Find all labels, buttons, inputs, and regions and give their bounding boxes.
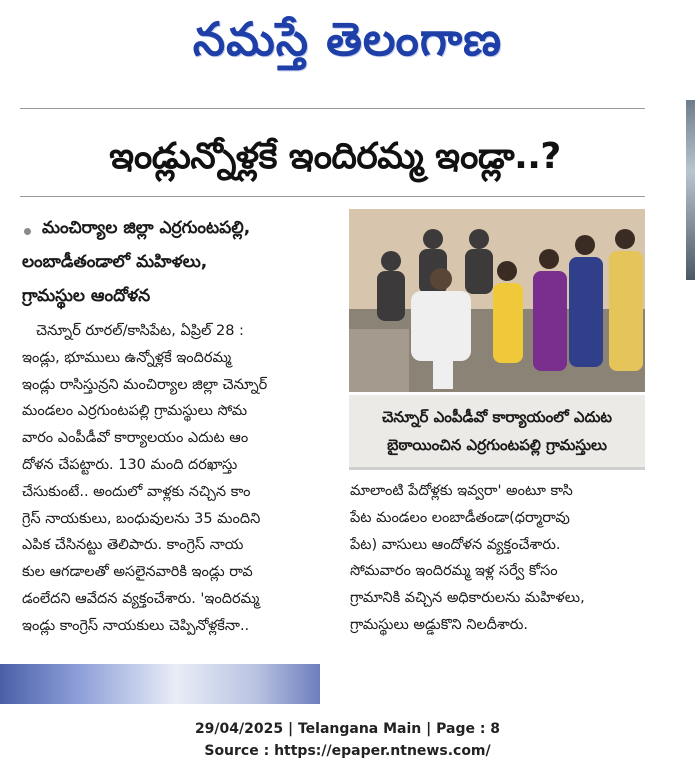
subhead-line: మంచిర్యాల జిల్లా ఎర్రగుంటపల్లి,: [42, 218, 251, 238]
body-line: గ్రెస్ నాయకులు, బంధువులను 35 మందిని: [22, 510, 261, 527]
body-line: ఇండ్లు కాంగ్రెస్ నాయకులు చెప్పినోళ్లకేనా..: [22, 617, 250, 634]
body-line: మాలాంటి పేదోళ్లకు ఇవ్వరా' అంటూ కాసి: [350, 483, 573, 499]
article-body-left: [22, 318, 322, 640]
subhead-line: గ్రామస్థుల ఆందోళన: [22, 286, 151, 306]
body-line: మండలం ఎర్రగుంటపల్లి గ్రామస్థులు సోమ: [22, 403, 248, 420]
body-line: గ్రామస్థులు అడ్డుకొని నిలదీశారు.: [350, 616, 529, 633]
photo-caption: [349, 395, 645, 470]
body-line: వారం ఎంపీడీవో కార్యాలయం ఎదుట ఆం: [22, 430, 249, 447]
body-line: గ్రామానికి వచ్చిన అధికారులను మహిళలు,: [350, 590, 585, 607]
top-rule: [20, 108, 645, 109]
body-line: డంలేదని ఆవేదన వ్యక్తంచేశారు. 'ఇందిరమ్మ: [22, 590, 260, 607]
body-line: కుల ఆగడాలతో అసలైనవారికి ఇండ్లు రావ: [22, 564, 253, 581]
article-photo: [349, 209, 645, 392]
body-line: పేట మండలం లంబాడీతండా(ధర్మారావు: [350, 509, 570, 526]
edition-info: 29/04/2025 | Telangana Main | Page : 8: [194, 721, 501, 737]
caption-line: చెన్నూర్ ఎంపీడీవో కార్యాయంలో ఎదుట: [382, 408, 612, 426]
body-line: ఇండ్లు, భూములు ఉన్నోళ్లకే ఇందిరమ్మ: [22, 349, 232, 366]
adjacent-ad-strip: [0, 664, 320, 704]
masthead: [0, 0, 695, 90]
bullet-icon: [24, 228, 31, 235]
source-link[interactable]: Source : https://epaper.ntnews.com/: [204, 743, 491, 759]
article-body-right: [350, 478, 650, 639]
adjacent-page-photo: [686, 100, 695, 280]
newspaper-logo: నమస్తే తెలంగాణ: [192, 12, 503, 66]
headline-rule: [20, 196, 645, 197]
subhead-line: లంబాడీతండాలో మహిళలు,: [22, 252, 208, 272]
group-photo-illustration: [349, 209, 645, 392]
body-line: చేసుకుంటే.. అందులో వాళ్లకు నచ్చిన కాం: [22, 483, 251, 500]
body-line: పేట) వాసులు ఆందోళన వ్యక్తంచేశారు.: [350, 536, 561, 553]
body-line: ఇండ్లు రాసిస్తున్రని మంచిర్యాల జిల్లా చెన్నూర్: [22, 376, 268, 393]
body-line: దోళన చేపట్టారు. 130 మంది దరఖాస్తు: [22, 456, 238, 473]
body-line: ఎపిక చేసినట్టు తెలిపారు. కాంగ్రెస్ నాయ: [22, 537, 244, 554]
article-headline: ఇండ్లున్నోళ్లకే ఇందిరమ్మ ఇండ్లా..?: [109, 136, 561, 177]
body-line: చెన్నూర్ రూరల్/కాసిపేట, ఏప్రిల్ 28 :: [36, 323, 244, 339]
caption-line: బైఠాయించిన ఎర్రగుంటపల్లి గ్రామస్తులు: [387, 436, 607, 454]
body-line: సోమవారం ఇందిరమ్మ ఇళ్ల సర్వే కోసం: [350, 563, 558, 580]
page-footer: [0, 718, 695, 762]
